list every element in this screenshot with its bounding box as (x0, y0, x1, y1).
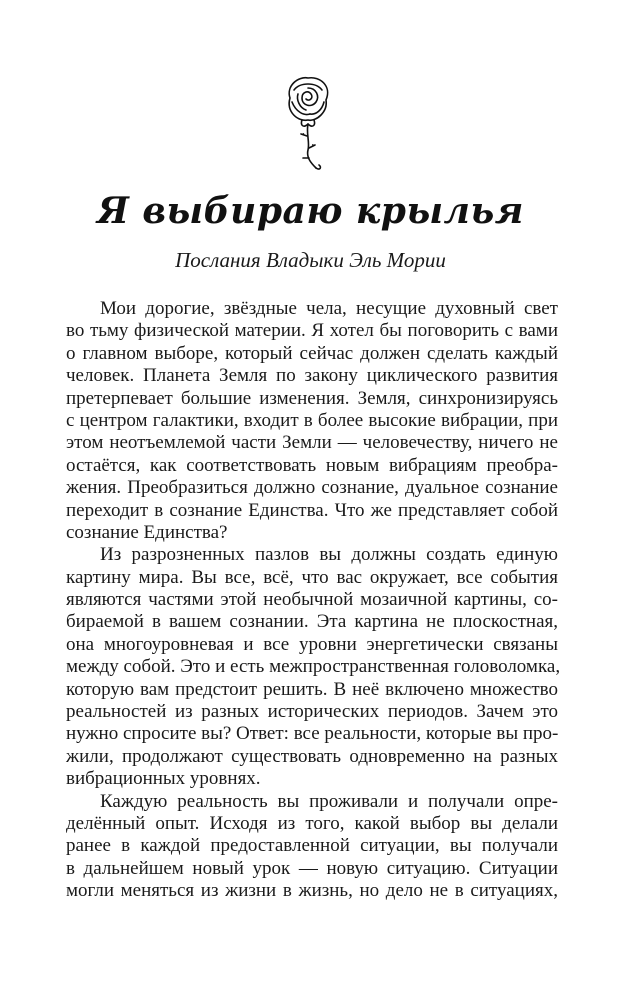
text-line: жили, продолжают существовать одновременно на разных (66, 745, 558, 767)
text-line: реальностей из разных исторических периодов. Зачем это (66, 701, 558, 723)
text-line: картину мира. Вы все, всё, что вас окружает, все события (66, 566, 558, 588)
text-line: нужно спросите вы? Ответ: все реальности, которые вы про- (66, 723, 559, 745)
text-line: бираемой в вашем сознании. Эта картина не плоскостная, (66, 611, 558, 633)
text-line: с центром галактики, входит в более высокие вибрации, при (66, 409, 558, 431)
text-line: о главном выборе, который сейчас должен сделать каждый (66, 342, 558, 364)
text-line: она многоуровневая и все уровни энергетически связаны (66, 633, 558, 655)
text-line: вибрационных уровнях. (66, 768, 261, 790)
text-line: Из разрозненных пазлов вы должны создать единую (100, 544, 558, 566)
text-line: жения. Преобразиться должно сознание, дуальное сознание (66, 477, 558, 499)
text-line: остаётся, как соответствовать новым вибрациям преобра- (66, 454, 558, 476)
text-line: между собой. Это и есть межпространственная головоломка, (66, 656, 561, 678)
text-line: являются частями этой необычной мозаичной картины, со- (66, 589, 558, 611)
text-line: этом неотъемлемой части Земли — человечеству, ничего не (66, 432, 558, 454)
text-line: переходит в сознание Единства. Что же представляет собой (66, 499, 558, 521)
text-line: делённый опыт. Исходя из того, какой выбор вы делали (66, 812, 558, 834)
text-line: Каждую реальность вы проживали и получали опре- (100, 790, 558, 812)
body-text (66, 290, 561, 903)
text-line: во тьму физической материи. Я хотел бы поговорить с вами (66, 320, 558, 342)
text-line: сознание Единства? (66, 521, 228, 543)
chapter-title: Я выбираю крылья (97, 190, 524, 232)
text-line: претерпевает большие изменения. Земля, синхронизируясь (66, 387, 558, 409)
rose-icon (276, 68, 340, 176)
text-line: ранее в каждой предоставленной ситуации, вы получали (66, 835, 558, 857)
text-line: Мои дорогие, звёздные чела, несущие духовный свет (100, 298, 558, 319)
text-line: могли меняться из жизни в жизнь, но дело не в ситуациях, (66, 880, 558, 902)
text-line: которую вам предстоит решить. В неё включено множество (66, 678, 558, 700)
text-line: в дальнейшем новый урок — новую ситуацию. Ситуации (66, 857, 558, 879)
text-line: человек. Планета Земля по закону циклического развития (66, 365, 558, 387)
chapter-subtitle: Послания Владыки Эль Мории (175, 248, 446, 272)
